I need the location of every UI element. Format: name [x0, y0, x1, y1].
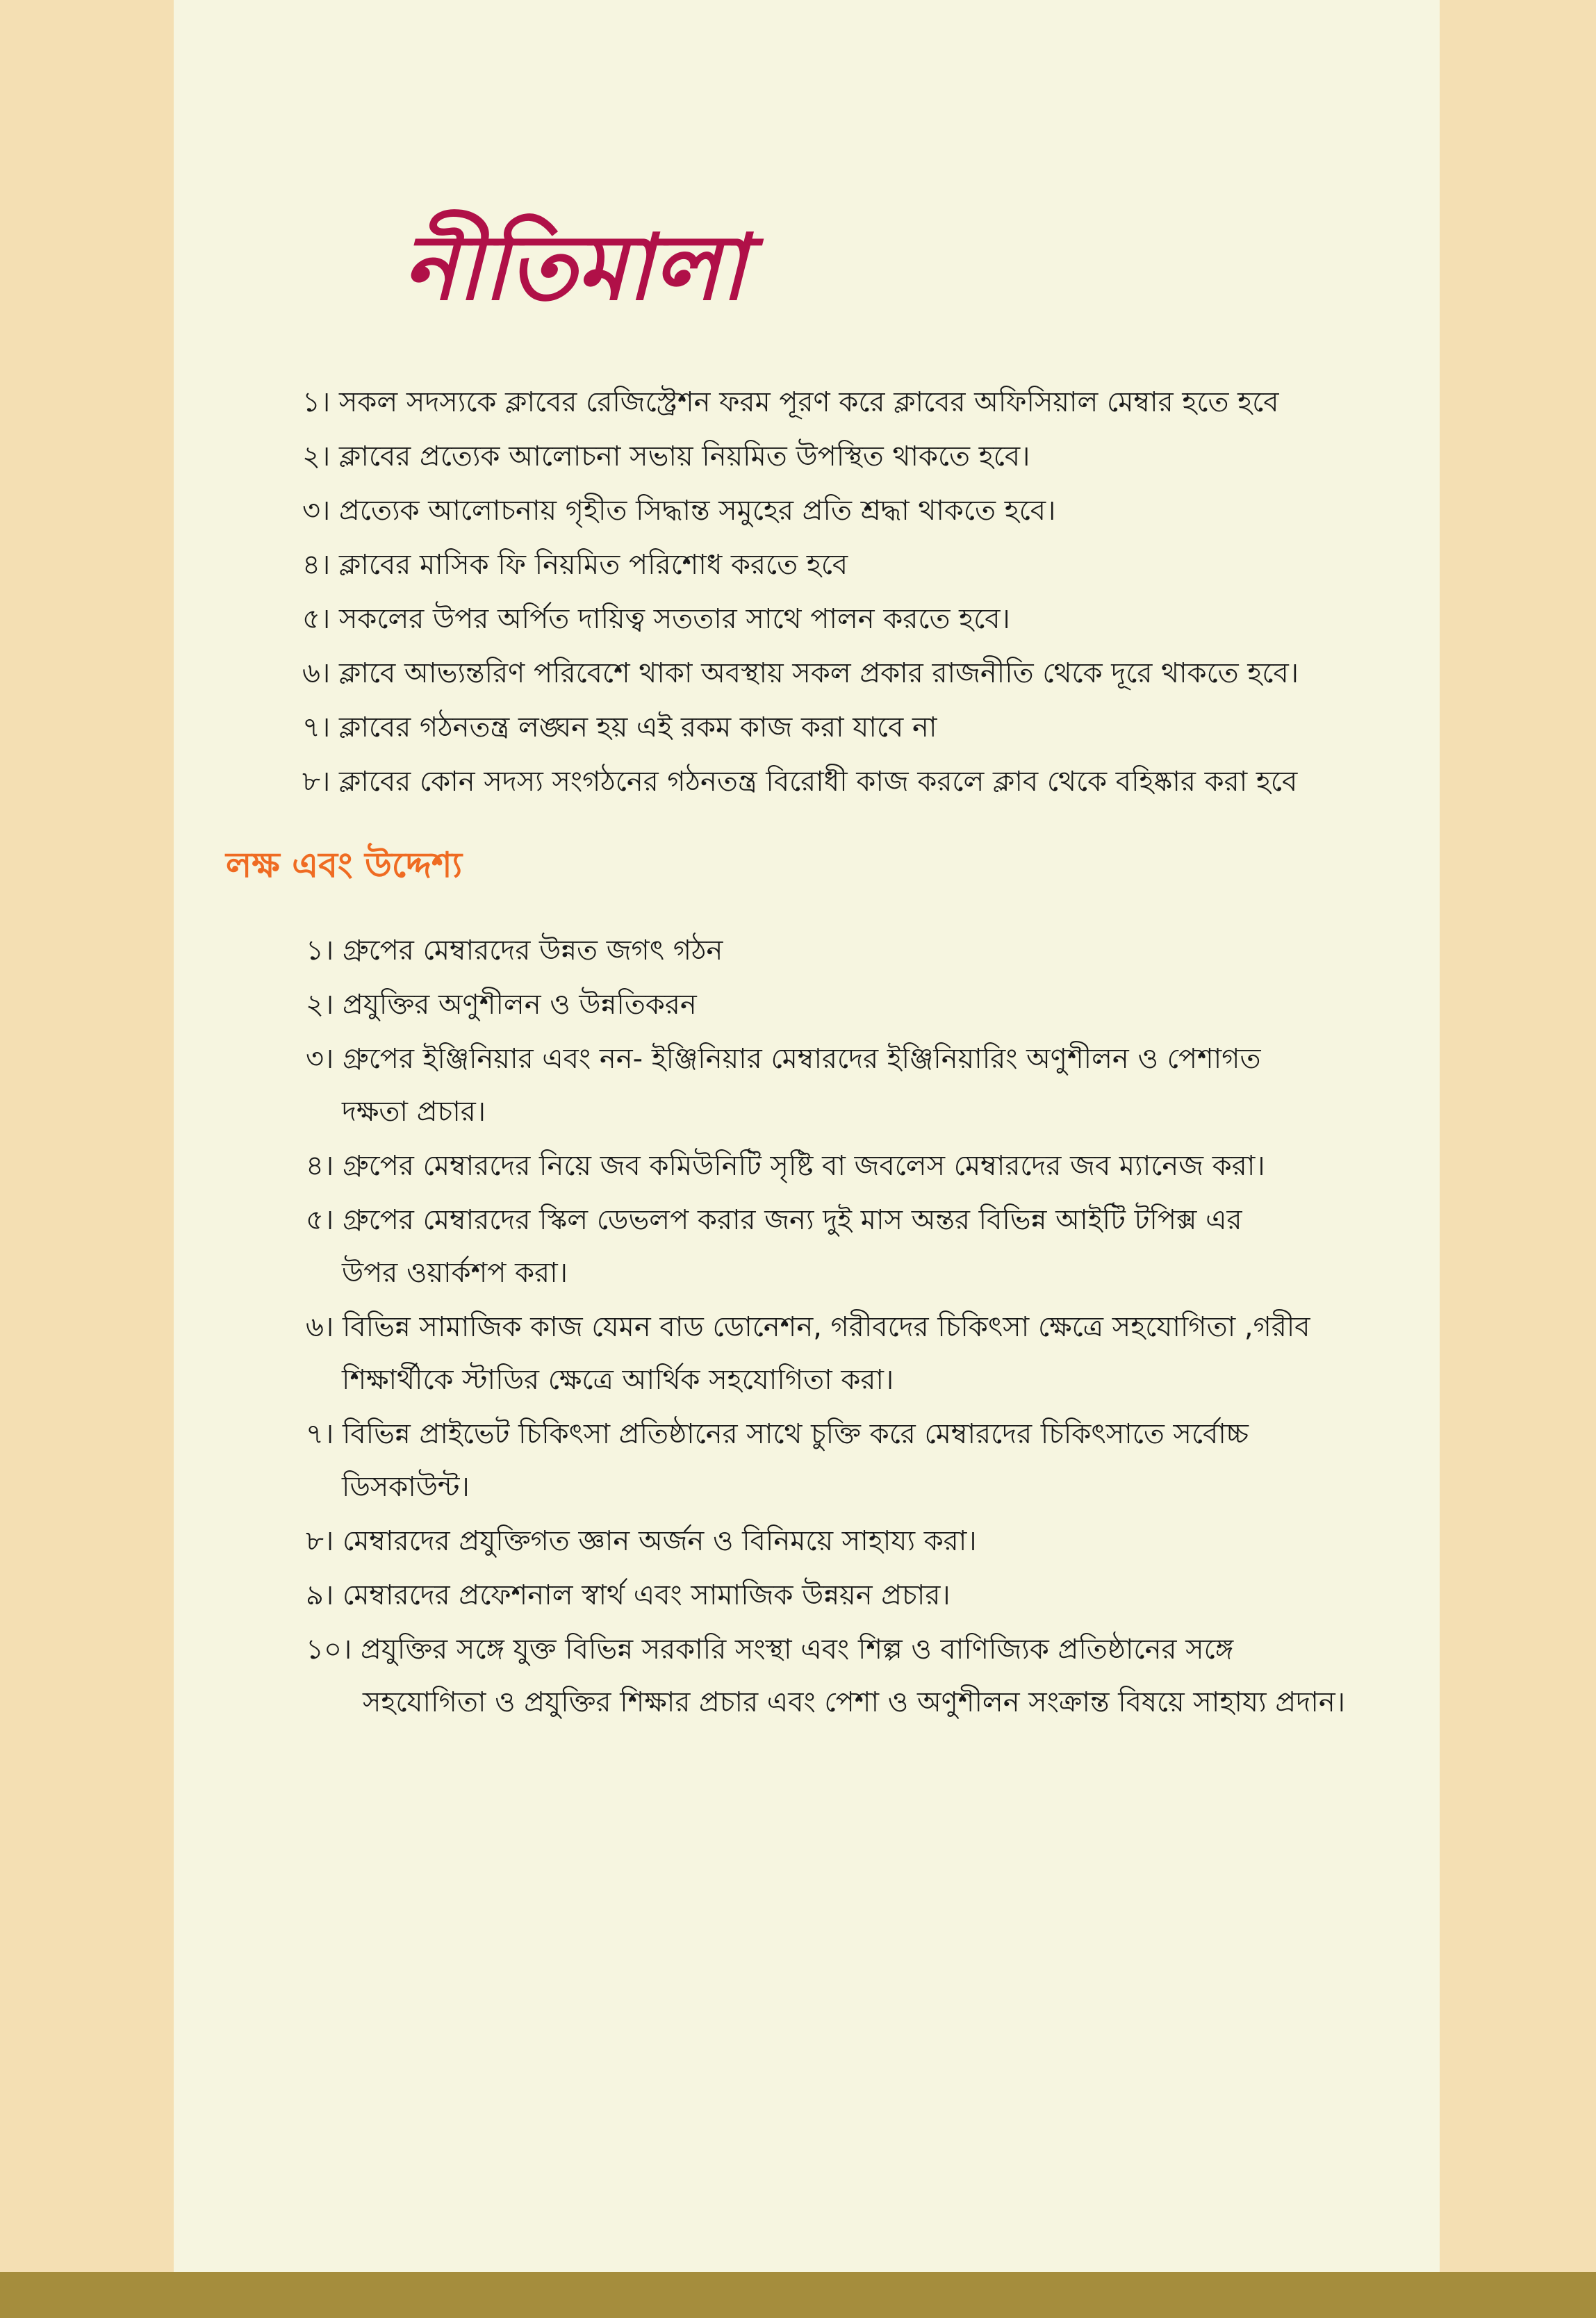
- goal-item-5-line1: ৫। গ্রুপের মেম্বারদের স্কিল ডেভলপ করার জন্য দুই মাস অন্তর বিভিন্ন আইটি টপিক্স এর: [306, 1204, 1242, 1236]
- goals-list: [306, 924, 1417, 1730]
- rule-item-8: ৮। ক্লাবের কোন সদস্য সংগঠনের গঠনতন্ত্র বিরোধী কাজ করলে ক্লাব থেকে বহিষ্কার করা হবে: [302, 766, 1298, 798]
- goal-item-4-line1: ৪। গ্রুপের মেম্বারদের নিয়ে জব কমিউনিটি সৃষ্টি বা জবলেস মেম্বারদের জব ম্যানেজ করা।: [306, 1150, 1265, 1182]
- goal-item-1: [306, 924, 1417, 977]
- goal-item-2-line1: ২। প্রযুক্তির অণুশীলন ও উন্নতিকরন: [306, 989, 697, 1021]
- bottom-bar: [0, 2272, 1596, 2318]
- goal-item-5: [306, 1194, 1417, 1299]
- goal-item-9: [306, 1569, 1417, 1622]
- goal-item-1-line1: ১। গ্রুপের মেম্বারদের উন্নত জগৎ গঠন: [306, 935, 723, 967]
- rule-item-2: ২। ক্লাবের প্রত্যেক আলোচনা সভায় নিয়মিত উপস্থিত থাকতে হবে।: [302, 441, 1030, 472]
- goal-item-8: [306, 1515, 1417, 1568]
- goal-item-3-line2: দক্ষতা প্রচার।: [342, 1096, 486, 1128]
- goal-item-9-line1: ৯। মেম্বারদের প্রফেশনাল স্বার্থ এবং সামাজিক উন্নয়ন প্রচার।: [306, 1579, 951, 1611]
- goal-item-6-line1: ৬। বিভিন্ন সামাজিক কাজ যেমন বাড ডোনেশন, গরীবদের চিকিৎসা ক্ষেত্রে সহযোগিতা ,গরীব: [306, 1311, 1310, 1343]
- rule-item-5: ৫। সকলের উপর অর্পিত দায়িত্ব সততার সাথে পালন করতে হবে।: [302, 603, 1010, 635]
- goal-item-10-line2: সহযোগিতা ও প্রযুক্তির শিক্ষার প্রচার এবং পেশা ও অণুশীলন সংক্রান্ত বিষয়ে সাহায্য প্রদান।: [363, 1686, 1346, 1718]
- goal-item-4: [306, 1140, 1417, 1192]
- goal-item-7-line1: ৭। বিভিন্ন প্রাইভেট চিকিৎসা প্রতিষ্ঠানের সাথে চুক্তি করে মেম্বারদের চিকিৎসাতে সর্বোচ্চ: [306, 1418, 1249, 1450]
- rule-item-3: ৩। প্রত্যেক আলোচনায় গৃহীত সিদ্ধান্ত সমুহের প্রতি শ্রদ্ধা থাকতে হবে।: [302, 495, 1056, 527]
- goal-item-6: [306, 1301, 1417, 1406]
- goal-item-8-line1: ৮। মেম্বারদের প্রযুক্তিগত জ্ঞান অর্জন ও বিনিময়ে সাহায্য করা।: [306, 1525, 977, 1557]
- goals-section-title: লক্ষ এবং উদ্দেশ্য: [226, 845, 463, 885]
- goal-item-3: [306, 1033, 1417, 1138]
- goal-item-7-line2: ডিসকাউন্ট।: [342, 1471, 470, 1503]
- page-title: নীতিমালা: [403, 214, 746, 320]
- goal-item-2: [306, 978, 1417, 1031]
- rules-list: [302, 375, 1414, 809]
- goal-item-10: [306, 1623, 1417, 1729]
- goal-item-3-line1: ৩। গ্রুপের ইঞ্জিনিয়ার এবং নন- ইঞ্জিনিয়ার মেম্বারদের ইঞ্জিনিয়ারিং অণুশীলন ও পেশাগত: [306, 1043, 1261, 1075]
- goal-item-7: [306, 1408, 1417, 1513]
- goal-item-5-line2: উপর ওয়ার্কশপ করা।: [342, 1257, 568, 1289]
- rule-item-7: ৭। ক্লাবের গঠনতন্ত্র লঙ্ঘন হয় এই রকম কাজ করা যাবে না: [302, 712, 937, 743]
- rule-item-6: ৬। ক্লাবে আভ্যন্তরিণ পরিবেশে থাকা অবস্থায় সকল প্রকার রাজনীতি থেকে দূরে থাকতে হবে।: [302, 657, 1299, 689]
- goal-item-6-line2: শিক্ষার্থীকে স্টাডির ক্ষেত্রে আর্থিক সহযোগিতা করা।: [342, 1364, 894, 1396]
- rule-item-1: ১। সকল সদস্যকে ক্লাবের রেজিস্ট্রেশন ফরম পূরণ করে ক্লাবের অফিসিয়াল মেম্বার হতে হবে: [302, 386, 1279, 418]
- rule-item-4: ৪। ক্লাবের মাসিক ফি নিয়মিত পরিশোধ করতে হবে: [302, 549, 848, 581]
- goal-item-10-line1: ১০। প্রযুক্তির সঙ্গে যুক্ত বিভিন্ন সরকারি সংস্থা এবং শিল্প ও বাণিজ্যিক প্রতিষ্ঠানের সঙ্গে: [306, 1634, 1234, 1666]
